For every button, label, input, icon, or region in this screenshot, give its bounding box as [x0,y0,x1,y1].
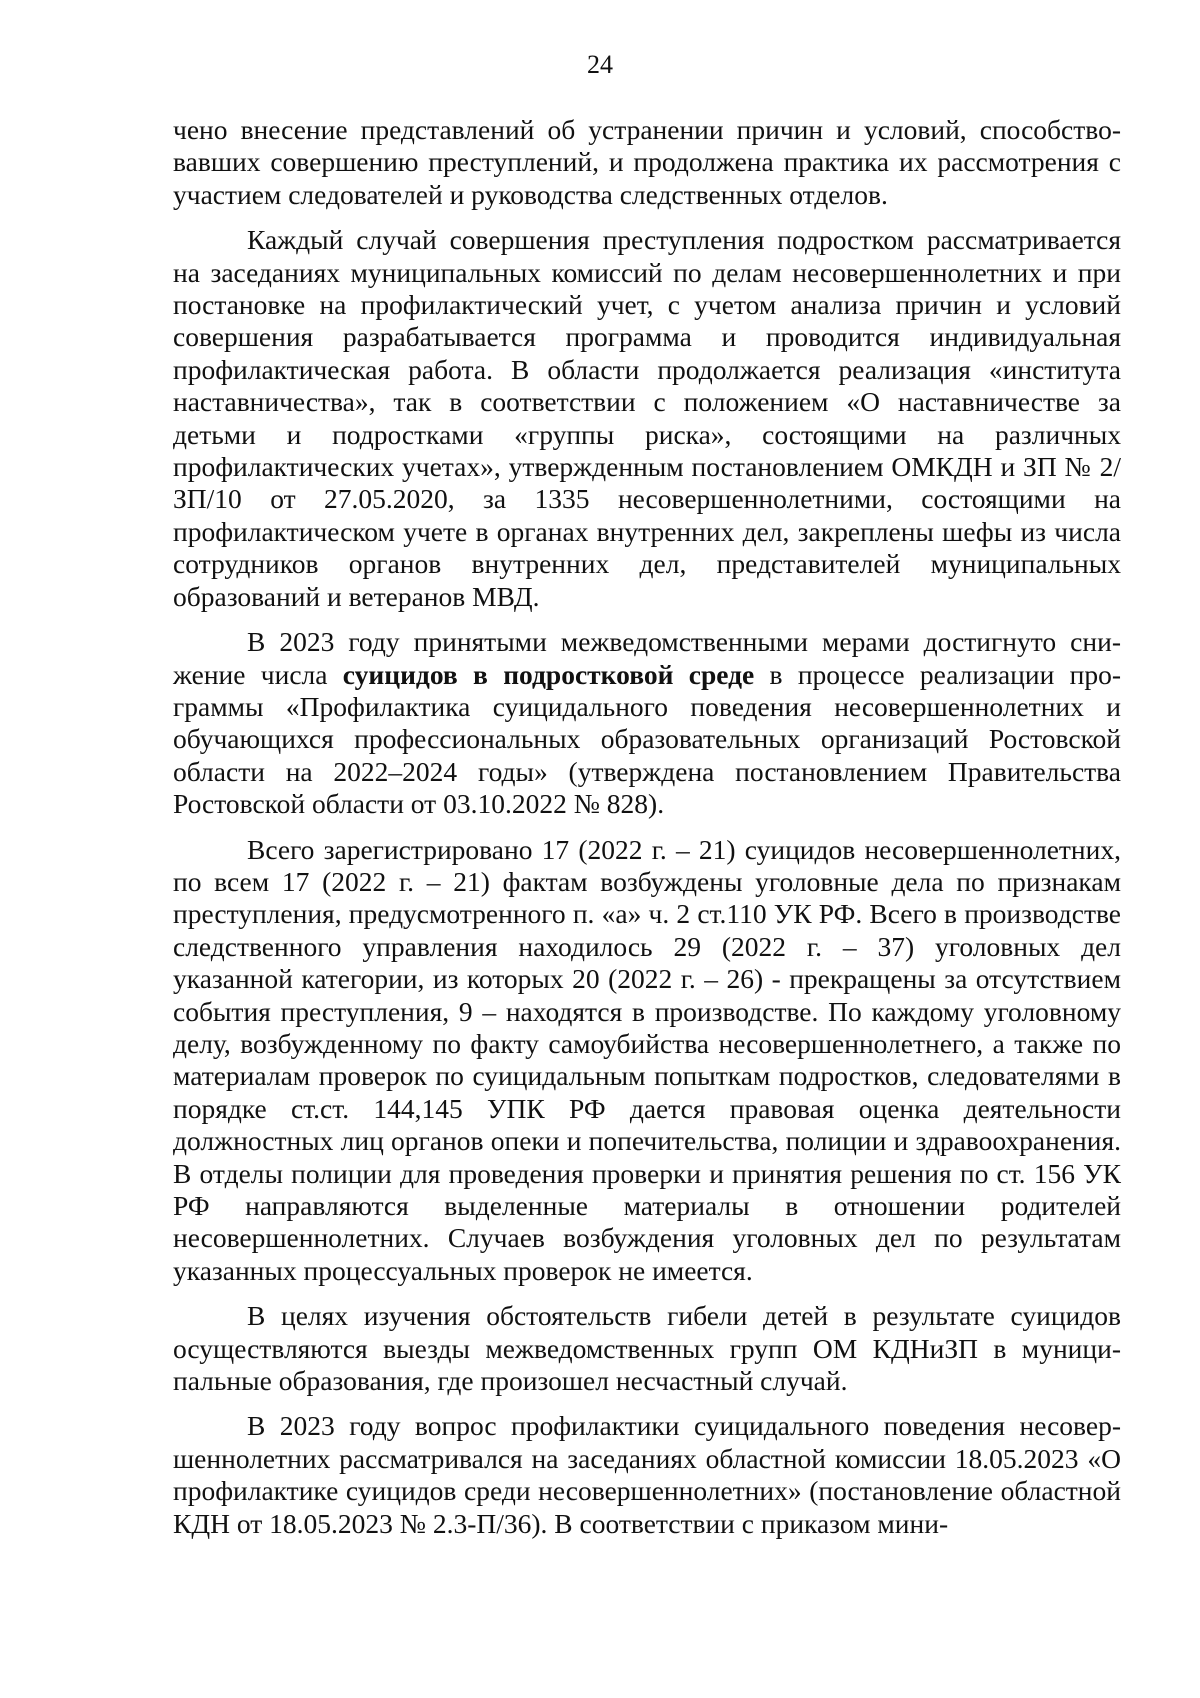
paragraph-text: в процессе реализации программы «Профилактика суицидального поведения несовершеннолетних и обучающихся профессиональных образовательных организаций Ростовской области на 2022–2024 годы» (утверждена постановлением Правительства Ростовской области от 03.10.2022 № 828). [173,658,1121,820]
paragraph-suicide-reduction [173,626,1121,820]
paragraph-mentorship: Каждый случай совершения преступления подростком рассматривается на заседаниях муниципальных комиссий по делам несовершеннолетних и при постановке на профилактический учет, с учетом анализа причин и условий совершения разрабатывается программа и проводится индивидуальная профилактическая работа. В области продолжается реализация «института наставничества», так в соответствии с положением «О наставничестве за детьми и подростками «группы риска», состоящими на различных профилактических учетах», утвержденным постановлением ОМКДН и ЗП № 2/ЗП/10 от 27.05.2020, за 1335 несовершеннолетними, состоящими на профилактическом учете в органах внутренних дел, закреплены шефы из числа сотрудников органов внутренних дел, представителей муниципальных образований и ветеранов МВД. [173,224,1121,612]
document-body [173,114,1121,1540]
paragraph-statistics: Всего зарегистрировано 17 (2022 г. – 21) суицидов несовершеннолетних, по всем 17 (2022 г. – 21) фактам возбуждены уголовные дела по признакам преступления, предусмотренного п. «а» ч. 2 ст.110 УК РФ. Всего в производстве следственного управления находилось 29 (2022 г. – 37) уголовных дел указанной категории, из которых 20 (2022 г. – 26) - прекращены за отсутствием события преступления, 9 – находятся в производстве. По каждому уголовному делу, возбужденному по факту самоубийства несовершеннолетнего, а также по материалам проверок по суицидальным попыткам подростков, следователями в порядке ст.ст. 144,145 УПК РФ дается правовая оценка деятельности должностных лиц органов опеки и попечительства, полиции и здравоохранения. В отделы полиции для проведения проверки и принятия решения по ст. 156 УК РФ направляются выделенные материалы в отношении родителей несовершеннолетних. Случаев возбуждения уголовных дел по результатам указанных процессуальных проверок не имеется. [173,833,1121,1286]
page-number: 24 [587,50,613,79]
paragraph-continuation: чено внесение представлений об устранении причин и условий, способствовавших совершению преступлений, и продолжена практика их рассмотрения с участием следователей и руководства следственных отделов. [173,114,1121,210]
paragraph-text: В 2023 году принятыми межведомственными мерами достигнуто снижение числа [173,626,1121,690]
paragraph-field-visits: В целях изучения обстоятельств гибели детей в результате суицидов осуществляются выезды межведомственных групп ОМ КДНиЗП в муниципальные образования, где произошел несчастный случай. [173,1300,1121,1397]
paragraph-commission-meetings: В 2023 году вопрос профилактики суицидального поведения несовершеннолетних рассматривался на заседаниях областной комиссии 18.05.2023 «О профилактике суицидов среди несовершеннолетних» (постановление областной КДН от 18.05.2023 № 2.3-П/36). В соответствии с приказом мини- [173,1410,1121,1539]
bold-phrase: суицидов в подростковой среде [342,658,755,690]
